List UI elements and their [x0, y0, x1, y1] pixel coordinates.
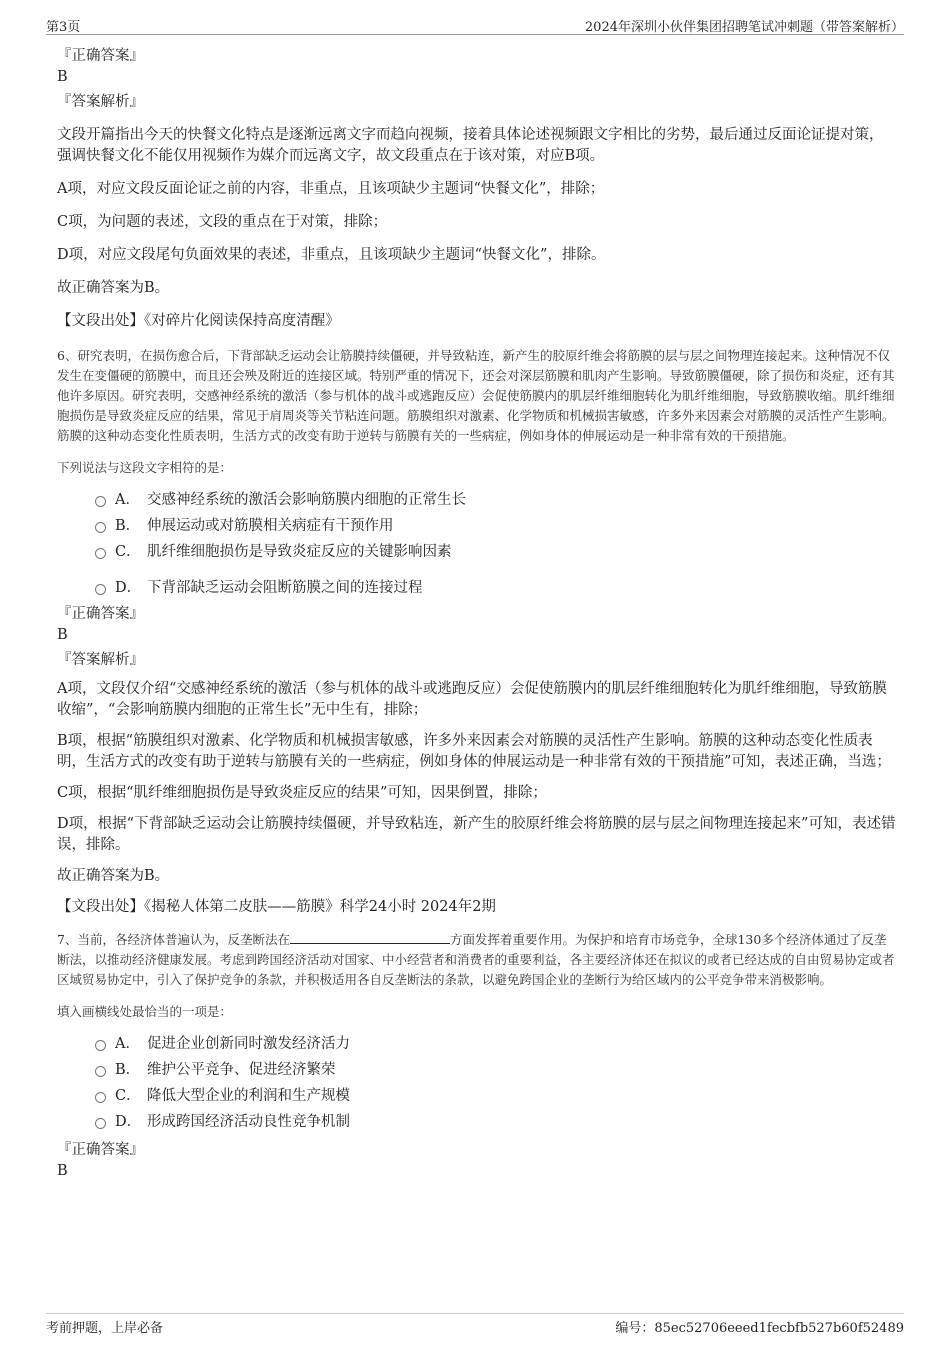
fill-blank: [290, 931, 450, 944]
answer-value: B: [57, 69, 68, 85]
radio-icon[interactable]: [95, 1066, 106, 1077]
footer-slogan: 考前押题，上岸必备: [46, 1321, 164, 1336]
question-prompt: 下列说法与这段文字相符的是：: [57, 460, 233, 475]
analysis-label: 『答案解析』: [57, 652, 144, 668]
analysis-paragraph: D项，根据“下背部缺乏运动会让筋膜持续僵硬，并导致粘连，新产生的胶原纤维会将筋膜的层与层之间物理连接起来”可知，表述错误，排除。: [57, 816, 896, 853]
page-content: [57, 46, 897, 1182]
answer-label: 『正确答案』: [57, 606, 144, 622]
option-d[interactable]: D． 形成跨国经济活动良性竞争机制: [57, 1110, 897, 1134]
radio-icon[interactable]: [95, 496, 106, 507]
analysis-conclusion: 故正确答案为B。: [57, 280, 170, 296]
answer-label: 『正确答案』: [57, 48, 144, 64]
option-a[interactable]: A． 促进企业创新同时激发经济活力: [57, 1032, 897, 1056]
page-header: [46, 14, 904, 35]
options-list: [57, 1032, 897, 1134]
document-id: 编号：85ec52706eeed1fecbfb527b60f52489: [615, 1321, 904, 1336]
answer-label: 『正确答案』: [57, 1142, 144, 1158]
page-footer: [46, 1313, 904, 1336]
option-c[interactable]: C． 肌纤维细胞损伤是导致炎症反应的关键影响因素: [57, 540, 897, 564]
radio-icon[interactable]: [95, 548, 106, 559]
question-prompt: 填入画横线处最恰当的一项是：: [57, 1004, 233, 1019]
analysis-paragraph: 文段开篇指出今天的快餐文化特点是逐渐远离文字而趋向视频，接着具体论述视频跟文字相比的劣势，最后通过反面论证提对策，强调快餐文化不能仅用视频作为媒介而远离文字，故文段重点在于该对策，对应B项。: [57, 127, 884, 164]
question-stem: 6、研究表明，在损伤愈合后，下背部缺乏运动会让筋膜持续僵硬，并导致粘连，新产生的胶原纤维会将筋膜的层与层之间物理连接起来。这种情况不仅发生在变僵硬的筋膜中，而且还会殃及附近的连接区域。特别严重的情况下，还会对深层筋膜和肌肉产生影响。导致筋膜僵硬，除了损伤和炎症，还有其他许多原因。研究表明，交感神经系统的激活（参与机体的战斗或逃跑反应）会促使筋膜内的肌层纤维细胞转化为肌纤维细胞，导致筋膜收缩。肌纤维细胞损伤是导致炎症反应的结果，常见于肩周炎等关节粘连问题。筋膜组织对激素、化学物质和机械损害敏感，许多外来因素会对筋膜的灵活性产生影响。筋膜的这种动态变化性质表明，生活方式的改变有助于逆转与筋膜有关的一些病症，例如身体的伸展运动是一种非常有效的干预措施。: [57, 348, 895, 443]
radio-icon[interactable]: [95, 1040, 106, 1051]
analysis-paragraph: D项，对应文段尾句负面效果的表述，非重点，且该项缺少主题词“快餐文化”，排除。: [57, 247, 606, 263]
analysis-paragraph: C项，为问题的表述，文段的重点在于对策，排除；: [57, 214, 388, 230]
source-citation: 【文段出处】《对碎片化阅读保持高度清醒》: [57, 313, 340, 329]
radio-icon[interactable]: [95, 584, 106, 595]
question-stem: 7、当前，各经济体普遍认为，反垄断法在 方面发挥着重要作用。为保护和培育市场竞争，全球130多个经济体通过了反垄断法，以推动经济健康发展。考虑到跨国经济活动对国家、中小经营者和消费者的重要利益，各主要经济体还在拟议的或者已经达成的自由贸易协定或者区域贸易协定中，引入了保护竞争的条款，并积极适用各自反垄断法的条款，以避免跨国企业的垄断行为给区域内的公平竞争带来消极影响。: [57, 932, 895, 987]
option-b[interactable]: B． 维护公平竞争、促进经济繁荣: [57, 1058, 897, 1082]
page-number: 第3页: [46, 20, 81, 35]
analysis-paragraph: C项，根据“肌纤维细胞损伤是导致炎症反应的结果”可知，因果倒置，排除；: [57, 785, 547, 801]
radio-icon[interactable]: [95, 1118, 106, 1129]
options-list: [57, 488, 897, 600]
answer-value: B: [57, 1163, 68, 1179]
analysis-paragraph: A项，对应文段反面论证之前的内容，非重点，且该项缺少主题词“快餐文化”，排除；: [57, 181, 605, 197]
analysis-conclusion: 故正确答案为B。: [57, 868, 170, 884]
option-d[interactable]: D． 下背部缺乏运动会阻断筋膜之间的连接过程: [57, 576, 897, 600]
analysis-paragraph: B项，根据“筋膜组织对激素、化学物质和机械损害敏感，许多外来因素会对筋膜的灵活性产生影响。筋膜的这种动态变化性质表明，生活方式的改变有助于逆转与筋膜有关的一些病症，例如身体的伸展运动是一种非常有效的干预措施”可知，表述正确，当选；: [57, 733, 891, 770]
document-title: 2024年深圳小伙伴集团招聘笔试冲刺题（带答案解析）: [584, 20, 904, 35]
radio-icon[interactable]: [95, 522, 106, 533]
source-citation: 【文段出处】《揭秘人体第二皮肤——筋膜》科学24小时 2024年2期: [57, 899, 496, 915]
radio-icon[interactable]: [95, 1092, 106, 1103]
analysis-paragraph: A项，文段仅介绍“交感神经系统的激活（参与机体的战斗或逃跑反应）会促使筋膜内的肌层纤维细胞转化为肌纤维细胞，导致筋膜收缩”，“会影响筋膜内细胞的正常生长”无中生有，排除；: [57, 681, 887, 718]
analysis-label: 『答案解析』: [57, 94, 144, 110]
option-b[interactable]: B． 伸展运动或对筋膜相关病症有干预作用: [57, 514, 897, 538]
option-a[interactable]: A． 交感神经系统的激活会影响筋膜内细胞的正常生长: [57, 488, 897, 512]
option-c[interactable]: C． 降低大型企业的利润和生产规模: [57, 1084, 897, 1108]
answer-value: B: [57, 627, 68, 643]
